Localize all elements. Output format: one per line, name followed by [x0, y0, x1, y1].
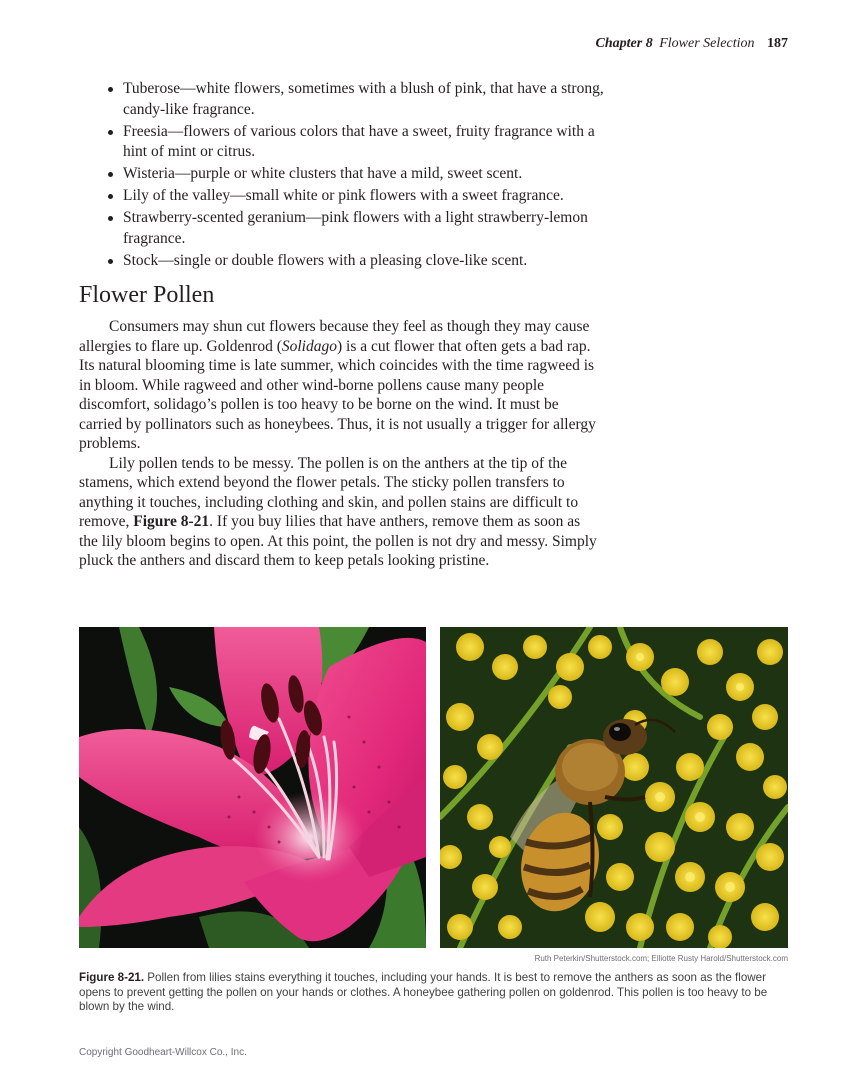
figure-caption: [79, 971, 791, 1015]
chapter-number: Chapter 8: [595, 36, 653, 51]
honeybee-goldenrod-photo: [440, 627, 788, 948]
bullet-icon: [108, 259, 113, 264]
figure-reference: Figure 8-21: [133, 513, 210, 530]
bee-illustration: [440, 627, 788, 948]
lily-illustration: [79, 627, 426, 948]
list-item: Strawberry-scented geranium—pink flowers with a light strawberry-lemon fragrance.: [106, 208, 606, 249]
caption-text: Pollen from lilies stains everything it touches, including your hands. It is best to remove the anthers as soon as the flower opens to prevent getting the pollen on your hands or clothes. A honeybee gathering pollen on goldenrod. This pollen is too heavy to be blown by the wind.: [79, 971, 768, 1014]
fragrant-flowers-list: [106, 79, 606, 273]
body-text: [79, 317, 599, 571]
list-item: Wisteria—purple or white clusters that have a mild, sweet scent.: [106, 164, 606, 185]
bullet-icon: [108, 194, 113, 199]
figure-label: Figure 8-21.: [79, 971, 145, 984]
chapter-title: Flower Selection: [659, 36, 755, 51]
bullet-icon: [108, 172, 113, 177]
scientific-name: Solidago: [281, 337, 337, 355]
list-item: Freesia—flowers of various colors that have a sweet, fruity fragrance with a hint of mint or citrus.: [106, 122, 606, 163]
page-number: 187: [767, 36, 788, 51]
bullet-icon: [108, 216, 113, 221]
list-item: Lily of the valley—small white or pink flowers with a sweet fragrance.: [106, 186, 606, 207]
list-item: Stock—single or double flowers with a pleasing clove-like scent.: [106, 251, 606, 272]
running-head: [596, 36, 788, 52]
bullet-icon: [108, 130, 113, 135]
copyright-notice: Copyright Goodheart-Willcox Co., Inc.: [79, 1047, 247, 1058]
section-heading: Flower Pollen: [79, 282, 215, 308]
photo-credit: Ruth Peterkin/Shutterstock.com; Elliotte Rusty Harold/Shutterstock.com: [534, 954, 788, 963]
bullet-icon: [108, 87, 113, 92]
list-item: Tuberose—white flowers, sometimes with a blush of pink, that have a strong, candy-like fragrance.: [106, 79, 606, 120]
paragraph-lily-pollen: Lily pollen tends to be messy. The pollen is on the anthers at the tip of the stamens, which extend beyond the flower petals. The sticky pollen transfers to anything it touches, including clothing and skin, and pollen stains are difficult to remove, Figure 8-21. If you buy lilies that have anthers, remove them as soon as the lily bloom begins to open. At this point, the pollen is not dry and messy. Simply pluck the anthers and discard them to keep petals looking pristine.: [79, 454, 597, 569]
pink-lily-photo: [79, 627, 426, 948]
paragraph-allergies: Consumers may shun cut flowers because they feel as though they may cause allergies to flare up. Goldenrod (Solidago) is a cut flower that often gets a bad rap. Its natural blooming time is late summer, which coincides with the time ragweed is in bloom. While ragweed and other wind-borne pollens cause many people discomfort, solidago’s pollen is too heavy to be borne on the wind. It must be carried by pollinators such as honeybees. Thus, it is not usually a trigger for allergy problems.: [79, 318, 596, 452]
